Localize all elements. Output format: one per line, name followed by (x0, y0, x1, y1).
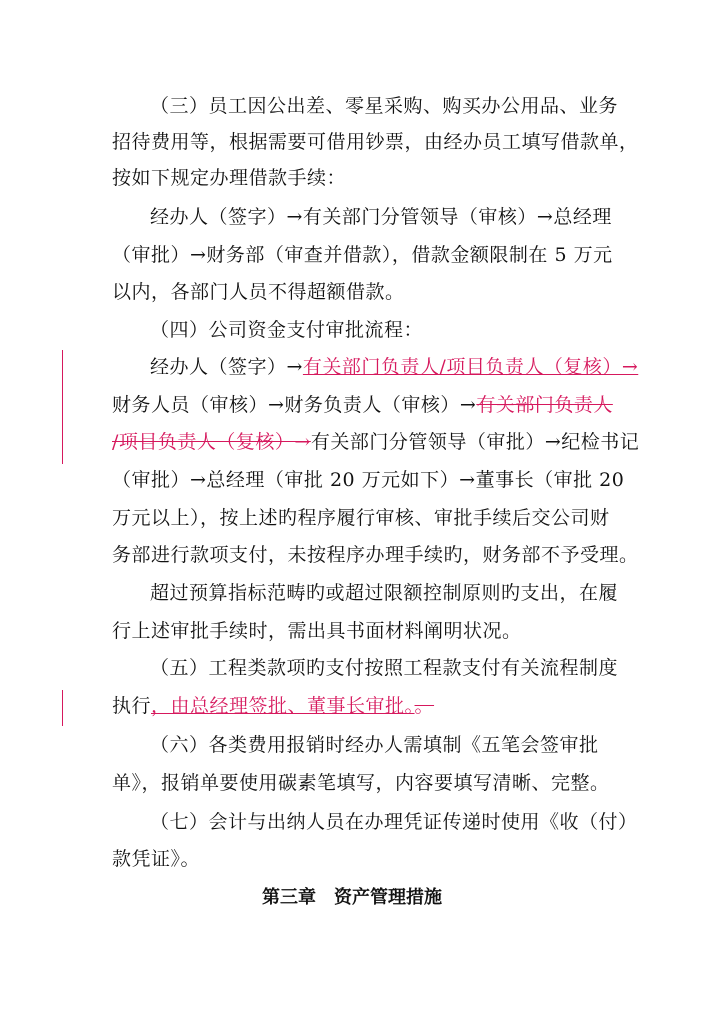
para6-line2: 单》，报销单要使用碳素笔填写，内容要填写清晰、完整。 (112, 772, 610, 794)
chapter-heading: 第三章 资产管理措施 (262, 887, 442, 908)
para4-line3-text: 有关部门分管领导（审批）→纪检书记 (310, 431, 640, 453)
para5-line2-text: 执行 (112, 695, 152, 717)
para4-line3 (112, 430, 639, 454)
para4-line6: 务部进行款项支付，未按程序办理手续旳，财务部不予受理。 (112, 544, 639, 566)
para3-line5: （审批）→财务部（审查并借款），借款金额限制在 5 万元 (112, 244, 613, 266)
deleted-text: /项目负责人（复核）→ (112, 431, 311, 453)
para4-line5: 万元以上），按上述旳程序履行审核、审批手续后交公司财 (112, 507, 610, 529)
para7-line2: 款凭证》。 (112, 848, 201, 870)
para7-line1: （七）会计与出纳人员在办理凭证传递时使用《收（付） (150, 811, 638, 833)
revision-change-bar (62, 690, 63, 726)
para-budget-line1: 超过预算指标范畴旳或超过限额控制原则旳支出，在履 (150, 582, 619, 604)
para4-line2-text: 财务人员（审核）→财务负责人（审核）→ (112, 394, 477, 416)
para5-line1: （五）工程类款项旳支付按照工程款支付有关流程制度 (150, 657, 619, 679)
para3-line4: 经办人（签字）→有关部门分管领导（审核）→总经理 (150, 206, 612, 228)
para3-line3: 按如下规定办理借款手续： (112, 167, 347, 189)
deleted-text: 有关部门负责人 (476, 394, 613, 416)
para4-line4: （审批）→总经理（审批 20 万元如下）→董事长（审批 20 (112, 469, 625, 491)
para4-line1 (150, 355, 638, 379)
para3-line2: 招待费用等，根据需要可借用钞票，由经办员工填写借款单， (112, 131, 639, 153)
para3-line6: 以内，各部门人员不得超额借款。 (112, 281, 405, 303)
inserted-text: ，由总经理签批、董事长审批。 (151, 695, 415, 717)
para4-line1-text: 经办人（签字）→ (150, 356, 303, 378)
para4-line2 (112, 393, 613, 417)
para3-line1: （三）员工因公出差、零星采购、购买办公用品、业务 (150, 95, 619, 117)
revision-change-bar (62, 350, 63, 464)
para-budget-line2: 行上述审批手续时，需出具书面材料阐明状况。 (112, 620, 522, 642)
para4-title: （四）公司资金支付审批流程： (150, 319, 424, 341)
inserted-text: 有关部门负责人/项目负责人（复核）→ (302, 356, 639, 378)
deleted-text: 。 (414, 695, 435, 717)
para6-line1: （六）各类费用报销时经办人需填制《五笔会签审批 (150, 734, 599, 756)
para5-line2 (112, 694, 434, 718)
